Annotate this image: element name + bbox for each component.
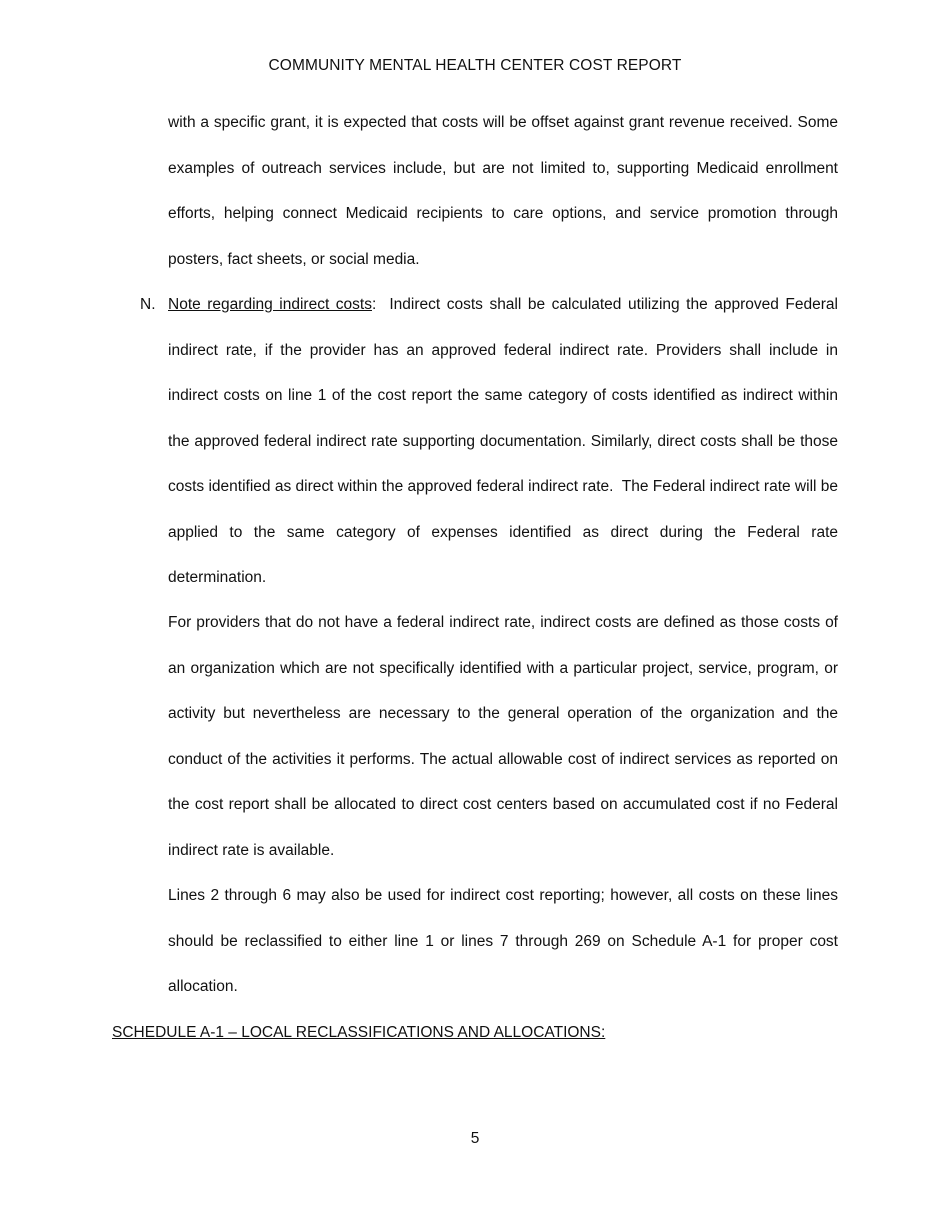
paragraph-lines-2-6: Lines 2 through 6 may also be used for indirect cost reporting; however, all costs on these lines should be reclassified to either line 1 or lines 7 through 269 on Schedule A-1 for proper cost allocation. [168,887,838,995]
list-item-n [140,282,843,601]
list-item-marker: N. [140,296,156,313]
paragraph-no-federal-rate: For providers that do not have a federal indirect rate, indirect costs are defined as those costs of an organization which are not specifically identified with a particular project, service, program, or activity but nevertheless are necessary to the general operation of the organization and the conduct of the activities it performs. The actual allowable cost of indirect services as reported on the cost report shall be allocated to direct cost centers based on accumulated cost if no Federal indirect rate is available. [168,614,838,859]
page-header: COMMUNITY MENTAL HEALTH CENTER COST REPORT [268,57,682,74]
page-number: 5 [470,1130,480,1147]
section-heading: SCHEDULE A-1 – LOCAL RECLASSIFICATIONS AND ALLOCATIONS: [112,1024,606,1041]
paragraph-outreach-continuation: with a specific grant, it is expected that costs will be offset against grant revenue received. Some examples of outreach services include, but are not limited to, supporting Medicaid enrollment efforts, helping connect Medicaid recipients to care options, and service promotion through posters, fact sheets, or social media. [168,114,838,268]
item-heading: Note regarding indirect costs [168,296,372,313]
list-item-content [168,282,843,601]
item-heading-separator: : [371,296,377,313]
item-text: Indirect costs shall be calculated utilizing the approved Federal indirect rate, if the provider has an approved federal indirect rate. Providers shall include in indirect costs on line 1 of the cost report the same category of costs identified as indirect within the approved federal indirect rate supporting documentation. Similarly, direct costs shall be those costs identified as direct within the approved federal indirect rate. The Federal indirect rate will be applied to the same category of expenses identified as direct during the Federal rate determination. [168,296,843,586]
